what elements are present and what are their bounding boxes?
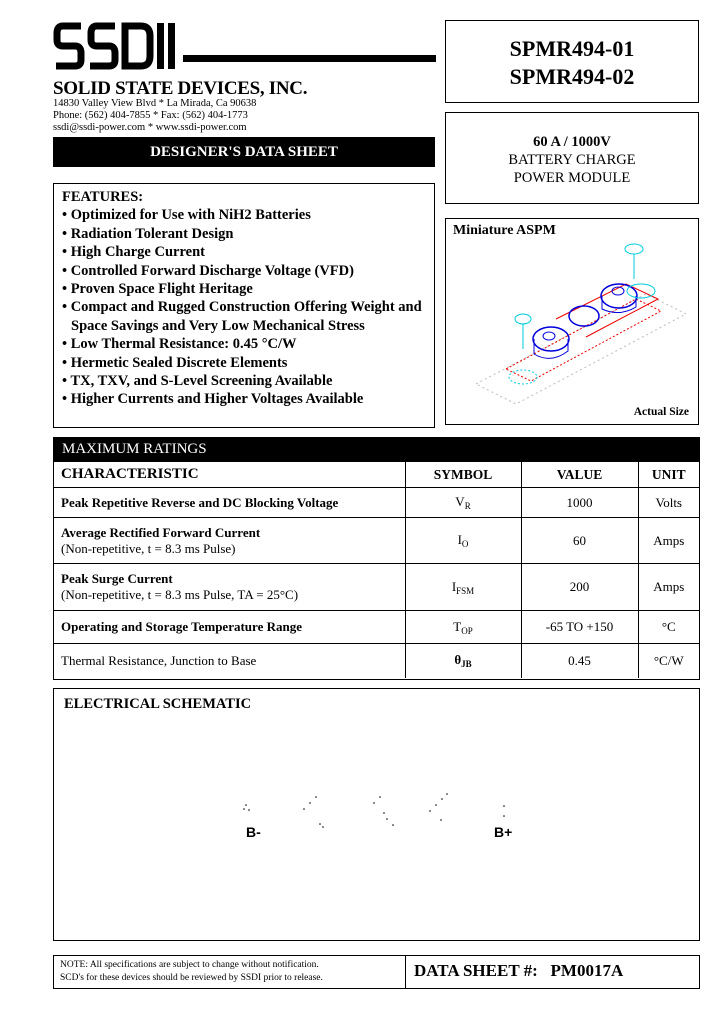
characteristic: Operating and Storage Temperature Range bbox=[61, 619, 302, 634]
column-header: SYMBOL bbox=[405, 462, 521, 488]
feature-item: • Hermetic Sealed Discrete Elements bbox=[62, 354, 288, 371]
footer-divider bbox=[405, 956, 406, 988]
characteristic: Average Rectified Forward Current bbox=[61, 524, 261, 540]
value: 1000 bbox=[521, 488, 638, 518]
part-number: SPMR494-01 bbox=[509, 36, 635, 61]
column-header: CHARACTERISTIC bbox=[54, 462, 405, 488]
company-name: SOLID STATE DEVICES, INC. bbox=[53, 78, 308, 99]
features-box bbox=[53, 183, 435, 428]
feature-item: • High Charge Current bbox=[62, 244, 205, 261]
feature-item: • Controlled Forward Discharge Voltage (VFD) bbox=[62, 262, 354, 279]
table-row bbox=[54, 611, 699, 644]
unit: °C bbox=[638, 611, 699, 644]
characteristic: Thermal Resistance, Junction to Base bbox=[61, 652, 257, 668]
table-row bbox=[54, 518, 699, 564]
feature-item: • Compact and Rugged Construction Offering Weight and Space Savings and Very Low Mechanical Stress bbox=[62, 299, 422, 334]
feature-item: • Higher Currents and Higher Voltages Available bbox=[62, 391, 364, 408]
part-number: SPMR494-02 bbox=[509, 64, 635, 89]
unit: Amps bbox=[638, 518, 699, 564]
schematic-title: ELECTRICAL SCHEMATIC bbox=[64, 696, 252, 712]
maximum-ratings-table bbox=[53, 437, 700, 680]
company-web: ssdi@ssdi-power.com * www.ssdi-power.com bbox=[53, 122, 247, 133]
characteristic-note: (Non-repetitive, t = 8.3 ms Pulse, TA = 25°C) bbox=[61, 587, 299, 602]
company-phone: Phone: (562) 404-7855 * Fax: (562) 404-1773 bbox=[53, 110, 248, 121]
symbol: $V_R$ bbox=[405, 488, 521, 518]
characteristic-note: (Non-repetitive, t = 8.3 ms Pulse) bbox=[61, 540, 236, 556]
data-sheet-number: DATA SHEET #: PM0017A bbox=[414, 961, 624, 980]
negative-terminal-label: B- bbox=[246, 824, 261, 840]
package-image-box bbox=[445, 218, 699, 425]
description-box bbox=[445, 112, 699, 204]
feature-item: • Proven Space Flight Heritage bbox=[62, 281, 253, 298]
column-header: VALUE bbox=[521, 462, 638, 488]
package-image-title: Miniature ASPM bbox=[453, 223, 556, 238]
schematic-drawing bbox=[54, 689, 699, 940]
electrical-schematic-box bbox=[53, 688, 700, 941]
ratings-title: MAXIMUM RATINGS bbox=[54, 438, 699, 461]
value: 0.45 bbox=[521, 644, 638, 678]
header-rule bbox=[183, 55, 436, 62]
positive-terminal-label: B+ bbox=[494, 824, 513, 840]
symbol: $I_{FSM}$ bbox=[405, 564, 521, 611]
description-line: BATTERY CHARGE bbox=[508, 152, 636, 168]
part-number-box bbox=[445, 20, 699, 103]
column-header: UNIT bbox=[638, 462, 699, 488]
table-row bbox=[54, 564, 699, 611]
company-address: 14830 Valley View Blvd * La Mirada, Ca 90638 bbox=[53, 98, 257, 109]
unit: Volts bbox=[638, 488, 699, 518]
description-line: POWER MODULE bbox=[513, 170, 631, 186]
table-header-row bbox=[54, 462, 699, 488]
table-row bbox=[54, 644, 699, 678]
feature-item: • Optimized for Use with NiH2 Batteries bbox=[62, 207, 311, 224]
unit: Amps bbox=[638, 564, 699, 611]
unit: °C/W bbox=[638, 644, 699, 678]
designers-data-sheet-banner: DESIGNER'S DATA SHEET bbox=[53, 137, 435, 167]
rating-line: 60 A / 1000V bbox=[533, 134, 611, 150]
symbol: $T_{OP}$ bbox=[405, 611, 521, 644]
footer-box bbox=[53, 955, 700, 989]
package-image-caption: Actual Size bbox=[633, 406, 689, 418]
footer-note: NOTE: All specifications are subject to change without notification. SCD's for these devices should be reviewed by SSDI prior to release. bbox=[60, 960, 323, 983]
value: 60 bbox=[521, 518, 638, 564]
feature-item: • Low Thermal Resistance: 0.45 °C/W bbox=[62, 336, 297, 353]
table-row bbox=[54, 488, 699, 518]
features-title: FEATURES: bbox=[62, 189, 144, 205]
characteristic: Peak Surge Current bbox=[61, 571, 173, 586]
symbol: $I_O$ bbox=[405, 518, 521, 564]
feature-item: • TX, TXV, and S-Level Screening Available bbox=[62, 373, 333, 390]
characteristic: Peak Repetitive Reverse and DC Blocking Voltage bbox=[61, 494, 339, 510]
value: 200 bbox=[521, 564, 638, 611]
value: -65 TO +150 bbox=[521, 611, 638, 644]
module-drawing bbox=[446, 219, 700, 426]
feature-item: • Radiation Tolerant Design bbox=[62, 225, 234, 242]
ssdi-logo bbox=[53, 20, 178, 72]
symbol: $\theta_{JB}$ bbox=[405, 644, 521, 678]
